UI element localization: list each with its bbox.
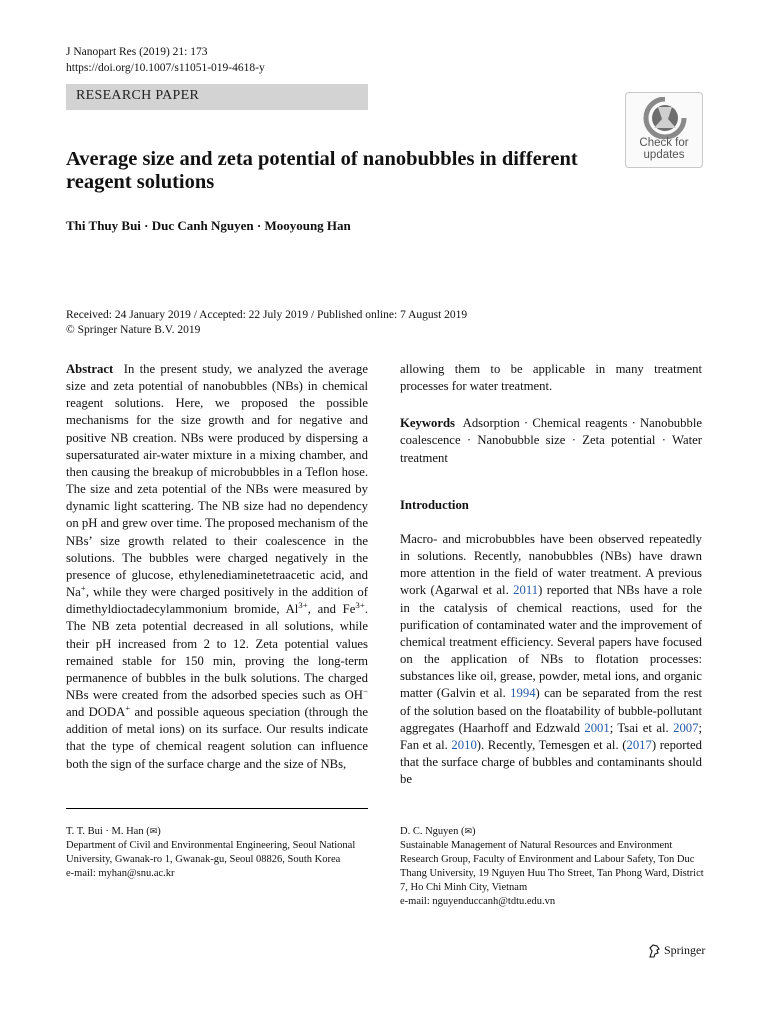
intro-part: ) reported that NBs have a role in the catalysis of chemical reactions, used for the purification of contaminated water and the improvement of chemical treatment efficiency. Several papers have focused on the application of NBs to flotation processes: substances like oil, grease, powder, metal ions, and organic matter (Galvin et al. [400,583,703,701]
abstract-continued: allowing them to be applicable in many treatment processes for water treatment. [400,362,702,394]
citation-link[interactable]: 2017 [626,737,652,752]
affiliation-names: D. C. Nguyen [400,826,459,837]
section-label: RESEARCH PAPER [66,84,368,110]
citation-link[interactable]: 2011 [513,583,539,598]
copyright-line: © Springer Nature B.V. 2019 [66,324,201,336]
abstract-part: . The NB zeta potential decreased in all solutions, while their pH increased from 2 to 12. Zeta potential values remained stable for 150 min, proving the long-term permanence of bubbles in the bulk solutions. The charged NBs were created from the adsorbed species such as OH [66,602,368,702]
citation-link[interactable]: 2007 [673,720,699,735]
abstract-part: and possible aqueous speciation (through the addition of metal ions) on its surface. Our results indicate that the type of chemical reagent solution can influence both the sign of the surface charge and the size of NBs, [66,705,368,771]
keywords-label: Keywords [400,416,455,431]
citation-link[interactable]: 2001 [584,720,610,735]
superscript: + [125,702,131,713]
citation-link[interactable]: 1994 [510,686,536,701]
journal-header [66,44,265,76]
doi-link[interactable]: https://doi.org/10.1007/s11051-019-4618-y [66,62,265,74]
intro-part: ) reported that the surface charge of bubbles and contaminants should be [400,737,702,787]
abstract-label: Abstract [66,362,114,376]
publisher-footer [648,943,705,958]
abstract-text [66,361,368,773]
affiliation-email[interactable]: e-mail: myhan@snu.ac.kr [66,868,175,879]
keywords [400,415,702,466]
abstract-part: , and Fe [307,602,356,617]
affiliation-left: T. T. Bui · M. Han (✉) Department of Civil and Environmental Engineering, Seoul National University, Gwanak-ro 1, Gwanak-gu, Seoul 08826, South Korea e-mail: myhan@snu.ac.kr [66,824,366,881]
intro-part: ; Tsai et al. [609,720,674,735]
citation-link[interactable]: 2010 [451,737,477,752]
affiliation-department: Department of Civil and Environmental Engineering, Seoul National University, Gwanak-ro 1, Gwanak-gu, Seoul 08826, South Korea [66,840,356,865]
intro-part: ; Fan et al. [400,720,702,752]
introduction-paragraph [400,531,702,788]
paper-title: Average size and zeta potential of nanobubbles in different reagent solutions [66,148,578,193]
footnote-divider [66,808,368,809]
abstract-part: and DODA [66,705,126,720]
abstract-part: In the present study, we analyzed the average size and zeta potential of nanobubbles (NBs) in chemical reagent solutions. Here, we proposed the possible mechanisms for the size growth and for negative and positive NB creation. NBs were produced by dispersing a supersaturated air-water mixture in a mixing chamber, and then causing the breakup of microbubbles in a Teflon hose. The size and zeta potential of the NBs were measured by dynamic light scattering. The NB size had no dependency on pH and grew over time. The proposed mechanism of the NBs’ size growth related to their coalescence in the solutions. The bubbles were charged negatively in the presence of glucose, ethylenediaminetetraacetic acid, and Na [66,362,368,600]
intro-part: Macro- and microbubbles have been observed repeatedly in solutions. Recently, nanobubbles (NBs) have drawn more attention in the field of water treatment. A previous work (Agarwal et al. [400,531,702,598]
superscript: + [80,582,86,593]
affiliation-names: T. T. Bui · M. Han [66,826,144,837]
envelope-icon[interactable]: ✉ [464,826,473,836]
superscript: 3+ [298,599,308,610]
intro-part: ) can be separated from the rest of the solution based on the floatability of bubble-pollutant aggregates (Haarhoff and Edzwald [400,686,702,735]
introduction-heading: Introduction [400,497,469,512]
check-badge-line2: updates [643,148,685,161]
publication-dates [66,308,467,338]
publisher-name: Springer [664,943,706,957]
superscript: − [362,685,368,696]
journal-citation: J Nanopart Res (2019) 21: 173 [66,46,208,58]
superscript: 3+ [355,599,365,610]
abstract-column [66,361,368,773]
check-for-updates-badge[interactable] [625,92,703,168]
keywords-text: Adsorption · Chemical reagents · Nanobubble coalescence · Nanobubble size · Zeta potential · Water treatment [400,416,702,465]
check-badge-line1: Check for [639,137,689,149]
dates-line: Received: 24 January 2019 / Accepted: 22 July 2019 / Published online: 7 August 2019 [66,309,468,321]
envelope-icon[interactable]: ✉ [149,826,158,836]
intro-part: ). Recently, Temesgen et al. ( [476,737,627,752]
affiliation-department: Sustainable Management of Natural Resources and Environment Research Group, Faculty of Environment and Labour Safety, Ton Duc Thang University, 19 Nguyen Huu Tho Street, Tan Phong Ward, District 7, Ho Chi Minh City, Vietnam [400,840,704,893]
abstract-part: , while they were charged positively in the addition of dimethyldioctadecylammonium bromide, Al [66,585,368,617]
right-column [400,361,702,788]
check-updates-icon [643,97,687,139]
affiliation-email[interactable]: e-mail: nguyenduccanh@tdtu.edu.vn [400,896,556,907]
springer-horse-icon [648,944,661,958]
author-list: Thi Thuy Bui · Duc Canh Nguyen · Mooyoung Han [66,218,351,233]
affiliation-right: D. C. Nguyen (✉) Sustainable Management of Natural Resources and Environment Research Group, Faculty of Environment and Labour Safety, Ton Duc Thang University, 19 Nguyen Huu Tho Street, Tan Phong Ward, District 7, Ho Chi Minh City, Vietnam e-mail: nguyenduccanh@tdtu.edu.vn [400,824,710,909]
